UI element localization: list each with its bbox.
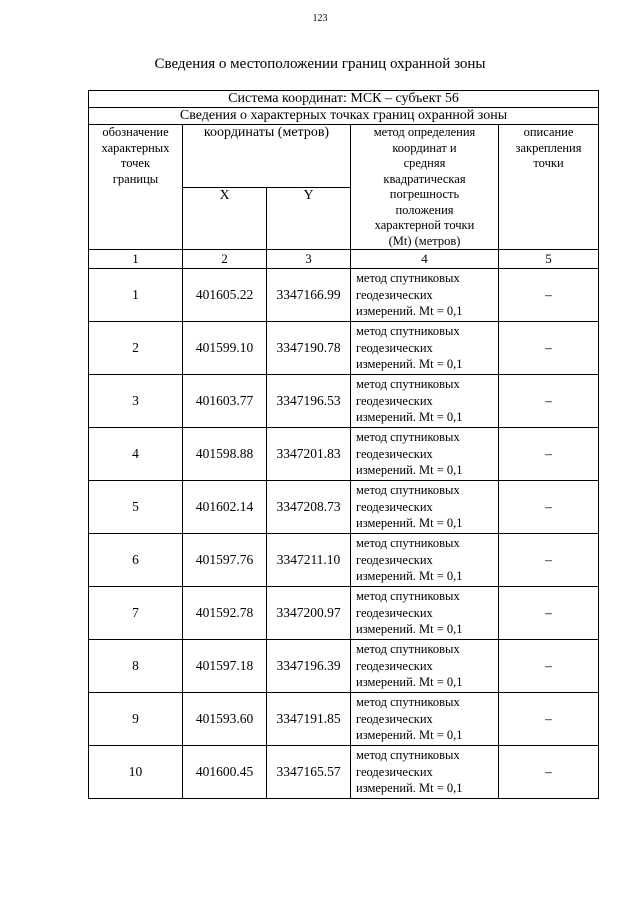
method-line: метод спутниковых bbox=[356, 536, 460, 551]
column-number: 5 bbox=[499, 250, 599, 269]
header-method bbox=[351, 125, 499, 250]
y-coordinate-cell: 3347196.39 bbox=[267, 640, 351, 693]
description-cell: – bbox=[499, 322, 599, 375]
method-cell bbox=[351, 534, 499, 587]
header-y: Y bbox=[267, 187, 351, 250]
x-coordinate-cell: 401600.45 bbox=[183, 746, 267, 799]
method-line: геодезических bbox=[356, 711, 433, 726]
point-number-cell: 1 bbox=[89, 269, 183, 322]
description-cell: – bbox=[499, 481, 599, 534]
coordinates-table bbox=[88, 90, 599, 799]
x-coordinate-cell: 401599.10 bbox=[183, 322, 267, 375]
method-line: геодезических bbox=[356, 446, 433, 461]
y-coordinate-cell: 3347211.10 bbox=[267, 534, 351, 587]
header-coordinates: координаты (метров) bbox=[183, 125, 351, 188]
method-line: метод спутниковых bbox=[356, 324, 460, 339]
method-line: геодезических bbox=[356, 764, 433, 779]
table-row bbox=[89, 375, 599, 428]
method-line: измерений. Mt = 0,1 bbox=[356, 304, 463, 319]
x-coordinate-cell: 401597.18 bbox=[183, 640, 267, 693]
page-title: Сведения о местоположении границ охранной зоны bbox=[154, 56, 486, 72]
method-line: измерений. Mt = 0,1 bbox=[356, 622, 463, 637]
header-method-line: квадратическая bbox=[383, 171, 466, 186]
x-coordinate-cell: 401598.88 bbox=[183, 428, 267, 481]
point-number-cell: 10 bbox=[89, 746, 183, 799]
table-row bbox=[89, 322, 599, 375]
y-coordinate-cell: 3347166.99 bbox=[267, 269, 351, 322]
table-row bbox=[89, 746, 599, 799]
method-line: геодезических bbox=[356, 340, 433, 355]
column-number-row bbox=[89, 250, 599, 269]
method-line: измерений. Mt = 0,1 bbox=[356, 569, 463, 584]
point-number-cell: 4 bbox=[89, 428, 183, 481]
x-coordinate-cell: 401592.78 bbox=[183, 587, 267, 640]
table-row bbox=[89, 269, 599, 322]
column-number: 3 bbox=[267, 250, 351, 269]
system-header-row bbox=[89, 91, 599, 108]
point-number-cell: 2 bbox=[89, 322, 183, 375]
page-number: 123 bbox=[312, 13, 328, 24]
description-cell: – bbox=[499, 375, 599, 428]
method-line: измерений. Mt = 0,1 bbox=[356, 410, 463, 425]
header-x: X bbox=[183, 187, 267, 250]
method-line: измерений. Mt = 0,1 bbox=[356, 781, 463, 796]
header-description-line: точки bbox=[533, 156, 564, 170]
method-line: геодезических bbox=[356, 499, 433, 514]
method-line: метод спутниковых bbox=[356, 483, 460, 498]
method-line: измерений. Mt = 0,1 bbox=[356, 357, 463, 372]
column-header-row bbox=[89, 125, 599, 188]
y-coordinate-cell: 3347200.97 bbox=[267, 587, 351, 640]
method-cell bbox=[351, 322, 499, 375]
y-coordinate-cell: 3347196.53 bbox=[267, 375, 351, 428]
method-line: геодезических bbox=[356, 552, 433, 567]
header-designation-line: точек bbox=[120, 156, 151, 170]
method-cell bbox=[351, 640, 499, 693]
header-description-line: закрепления bbox=[515, 140, 582, 155]
x-coordinate-cell: 401602.14 bbox=[183, 481, 267, 534]
method-cell bbox=[351, 746, 499, 799]
header-description-line: описание bbox=[523, 125, 574, 139]
point-number-cell: 3 bbox=[89, 375, 183, 428]
coordinate-system-header: Система координат: МСК – субъект 56 bbox=[89, 91, 599, 108]
point-number-cell: 8 bbox=[89, 640, 183, 693]
method-line: метод спутниковых bbox=[356, 589, 460, 604]
header-method-line: погрешность bbox=[389, 187, 460, 201]
point-number-cell: 5 bbox=[89, 481, 183, 534]
column-number: 1 bbox=[89, 250, 183, 269]
method-cell bbox=[351, 428, 499, 481]
section-header-row bbox=[89, 108, 599, 125]
y-coordinate-cell: 3347191.85 bbox=[267, 693, 351, 746]
description-cell: – bbox=[499, 746, 599, 799]
method-line: измерений. Mt = 0,1 bbox=[356, 516, 463, 531]
method-cell bbox=[351, 693, 499, 746]
method-line: измерений. Mt = 0,1 bbox=[356, 728, 463, 743]
header-designation bbox=[89, 125, 183, 250]
point-number-cell: 9 bbox=[89, 693, 183, 746]
header-method-line: положения bbox=[395, 202, 454, 217]
x-coordinate-cell: 401597.76 bbox=[183, 534, 267, 587]
method-line: измерений. Mt = 0,1 bbox=[356, 675, 463, 690]
header-method-line: метод определения bbox=[373, 125, 476, 139]
method-cell bbox=[351, 481, 499, 534]
header-description bbox=[499, 125, 599, 250]
method-line: геодезических bbox=[356, 287, 433, 302]
header-method-line: координат и bbox=[392, 140, 457, 155]
point-number-cell: 6 bbox=[89, 534, 183, 587]
table-row bbox=[89, 428, 599, 481]
column-number: 4 bbox=[351, 250, 499, 269]
method-line: метод спутниковых bbox=[356, 748, 460, 763]
point-number-cell: 7 bbox=[89, 587, 183, 640]
description-cell: – bbox=[499, 693, 599, 746]
header-method-line: характерной точки bbox=[374, 218, 475, 232]
method-line: измерений. Mt = 0,1 bbox=[356, 463, 463, 478]
header-method-line: (Mt) (метров) bbox=[388, 233, 461, 248]
description-cell: – bbox=[499, 640, 599, 693]
x-coordinate-cell: 401593.60 bbox=[183, 693, 267, 746]
description-cell: – bbox=[499, 534, 599, 587]
section-header: Сведения о характерных точках границ охранной зоны bbox=[89, 108, 599, 125]
column-number: 2 bbox=[183, 250, 267, 269]
y-coordinate-cell: 3347190.78 bbox=[267, 322, 351, 375]
x-coordinate-cell: 401605.22 bbox=[183, 269, 267, 322]
y-coordinate-cell: 3347165.57 bbox=[267, 746, 351, 799]
table-row bbox=[89, 481, 599, 534]
description-cell: – bbox=[499, 587, 599, 640]
method-cell bbox=[351, 587, 499, 640]
method-line: геодезических bbox=[356, 658, 433, 673]
header-designation-line: границы bbox=[112, 171, 159, 186]
method-line: геодезических bbox=[356, 605, 433, 620]
method-line: метод спутниковых bbox=[356, 377, 460, 392]
description-cell: – bbox=[499, 269, 599, 322]
header-designation-line: характерных bbox=[101, 140, 170, 155]
method-line: метод спутниковых bbox=[356, 430, 460, 445]
y-coordinate-cell: 3347208.73 bbox=[267, 481, 351, 534]
description-cell: – bbox=[499, 428, 599, 481]
table-row bbox=[89, 587, 599, 640]
method-cell bbox=[351, 375, 499, 428]
table-row bbox=[89, 640, 599, 693]
method-cell bbox=[351, 269, 499, 322]
method-line: метод спутниковых bbox=[356, 271, 460, 286]
y-coordinate-cell: 3347201.83 bbox=[267, 428, 351, 481]
method-line: геодезических bbox=[356, 393, 433, 408]
method-line: метод спутниковых bbox=[356, 695, 460, 710]
header-method-line: средняя bbox=[403, 156, 446, 170]
table-row bbox=[89, 534, 599, 587]
table-row bbox=[89, 693, 599, 746]
header-designation-line: обозначение bbox=[102, 125, 169, 139]
x-coordinate-cell: 401603.77 bbox=[183, 375, 267, 428]
method-line: метод спутниковых bbox=[356, 642, 460, 657]
